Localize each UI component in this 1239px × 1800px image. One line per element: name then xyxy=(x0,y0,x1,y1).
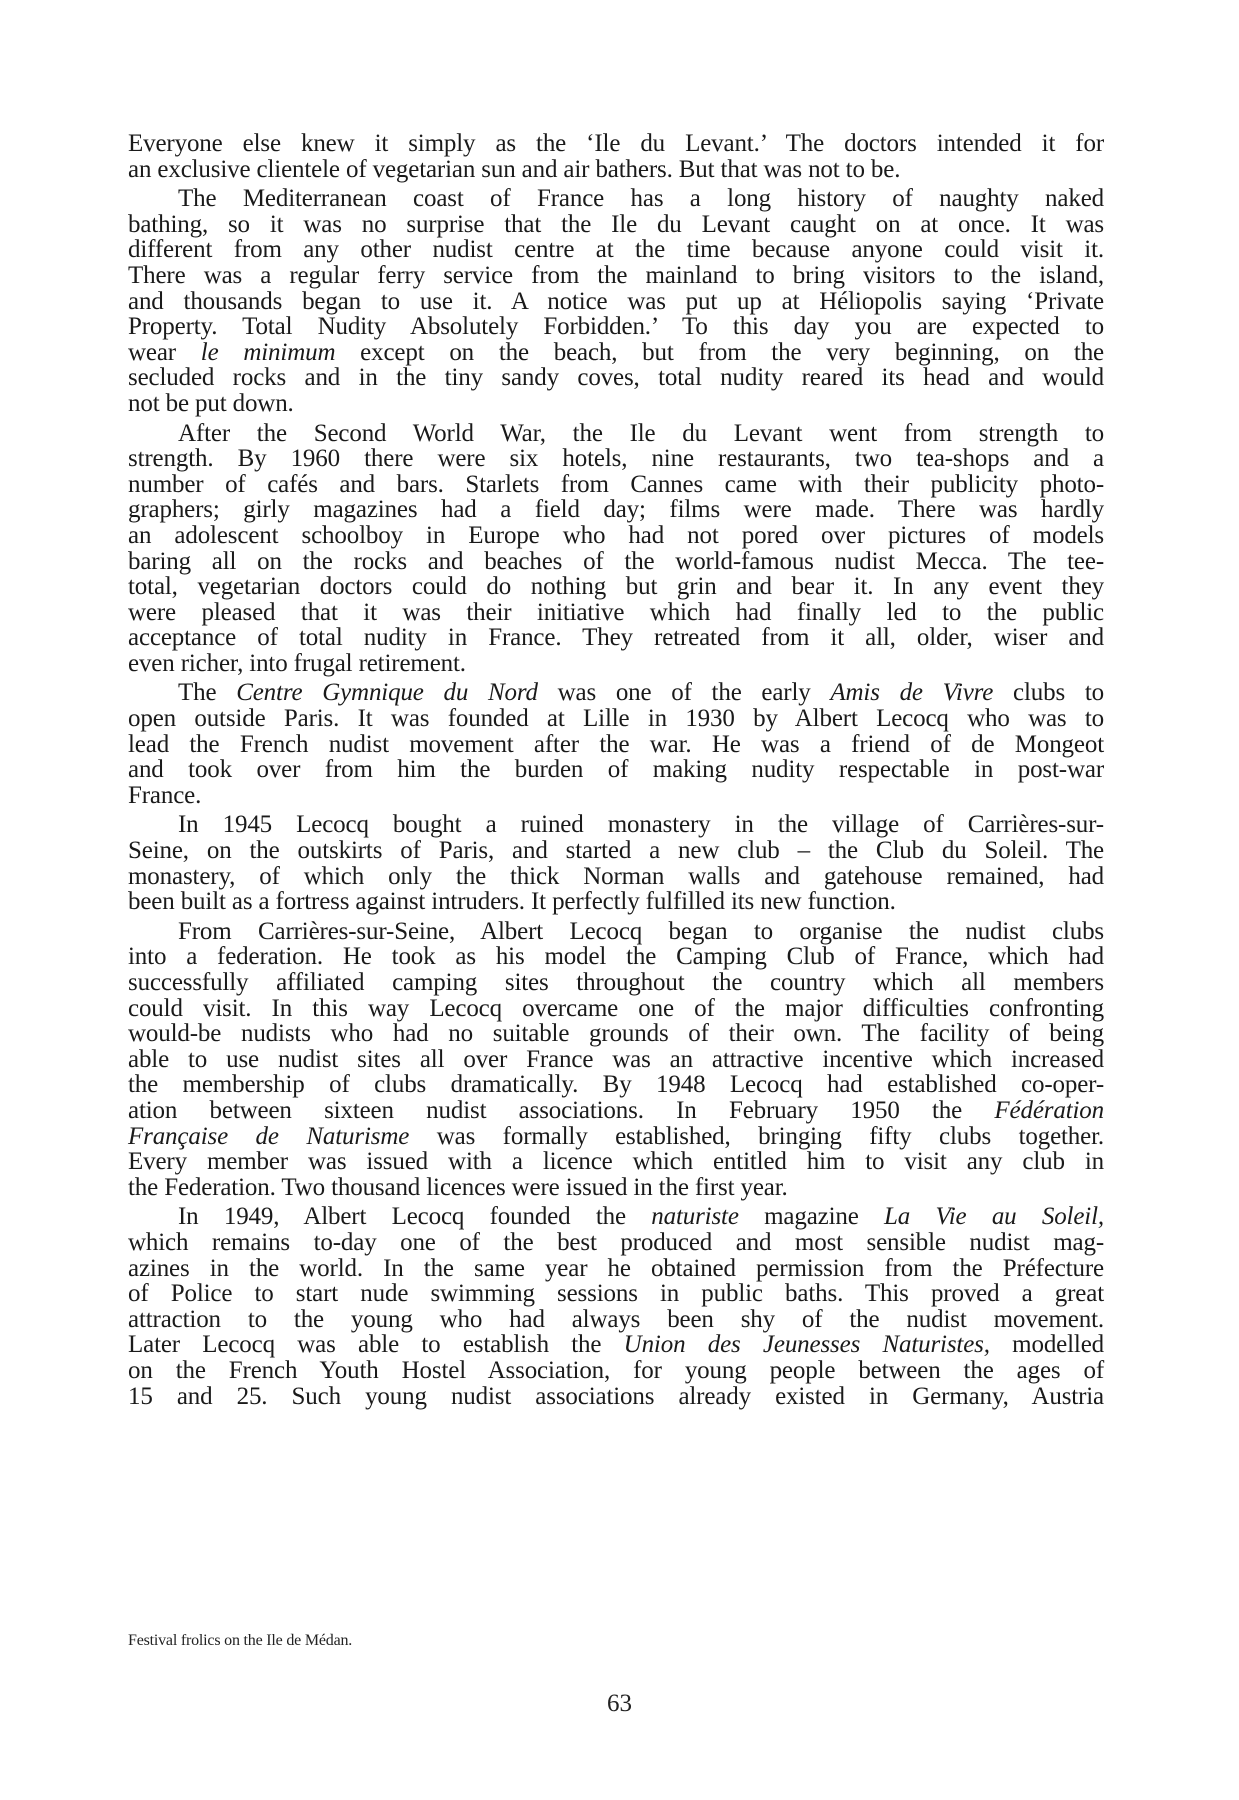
text-line xyxy=(128,263,1104,289)
text-run: lead the French nudist movement after the war. He was a friend of de Mongeot xyxy=(128,730,1104,758)
text-line xyxy=(128,1358,1104,1384)
text-run: been built as a fortress against intruders. It perfectly fulfilled its new function. xyxy=(128,888,896,916)
text-line xyxy=(128,421,1104,447)
text-line xyxy=(128,996,1104,1022)
text-run: After the Second World War, the Ile du Levant went from strength to xyxy=(178,419,1104,447)
text-run: In 1949, Albert Lecocq founded the xyxy=(178,1203,652,1231)
text-line xyxy=(128,919,1104,945)
text-line xyxy=(128,237,1104,263)
text-line xyxy=(128,497,1104,523)
text-line xyxy=(128,651,1104,677)
text-run: the Federation. Two thousand licences were issued in the first year. xyxy=(128,1173,788,1201)
text-line xyxy=(128,1332,1104,1358)
text-line xyxy=(128,314,1104,340)
text-line xyxy=(128,472,1104,498)
text-run: into a federation. He took as his model the Camping Club of France, which had xyxy=(128,943,1104,971)
text-run: There was a regular ferry service from the mainland to bring visitors to the island, xyxy=(128,261,1104,289)
text-run: From Carrières-sur-Seine, Albert Lecocq began to organise the nudist clubs xyxy=(178,917,1104,945)
text-run: except on the beach, but from the very beginning, on the xyxy=(335,338,1104,366)
text-line xyxy=(128,186,1104,212)
text-line xyxy=(128,1307,1104,1333)
text-line xyxy=(128,1281,1104,1307)
text-run: monastery, of which only the thick Norman walls and gatehouse remained, had xyxy=(128,862,1104,890)
text-run: Every member was issued with a licence which entitled him to visit any club in xyxy=(128,1148,1104,1176)
text-line xyxy=(128,812,1104,838)
text-run: ation between sixteen nudist associations. In February 1950 the xyxy=(128,1096,995,1124)
text-run: which remains to-day one of the best produced and most sensible nudist mag- xyxy=(128,1228,1104,1256)
text-line xyxy=(128,757,1104,783)
text-line xyxy=(128,1175,1104,1201)
text-line xyxy=(128,889,1104,915)
text-line xyxy=(128,1072,1104,1098)
paragraph xyxy=(128,812,1104,914)
text-line xyxy=(128,212,1104,238)
text-run: secluded rocks and in the tiny sandy coves, total nudity reared its head and would xyxy=(128,364,1104,392)
italic-text: le minimum xyxy=(200,338,336,366)
text-line xyxy=(128,365,1104,391)
text-run: would-be nudists who had no suitable grounds of their own. The facility of being xyxy=(128,1020,1104,1048)
text-line xyxy=(128,289,1104,315)
italic-text: La Vie au Soleil, xyxy=(884,1203,1104,1231)
italic-text: Union des Jeunesses Naturistes, xyxy=(623,1331,990,1359)
text-line xyxy=(128,340,1104,366)
paragraph xyxy=(128,421,1104,677)
text-line xyxy=(128,131,1104,157)
text-run: and thousands began to use it. A notice was put up at Héliopolis saying ‘Private xyxy=(128,287,1104,315)
text-line xyxy=(128,732,1104,758)
italic-text: naturiste xyxy=(651,1203,739,1231)
text-line xyxy=(128,1047,1104,1073)
text-run: successfully affiliated camping sites throughout the country which all members xyxy=(128,969,1104,996)
italic-text: Fédération xyxy=(994,1096,1104,1124)
text-run: Property. Total Nudity Absolutely Forbidden.’ To this day you are expected to xyxy=(128,313,1104,341)
text-run: could visit. In this way Lecocq overcame one of the major difficulties confronting xyxy=(128,994,1104,1022)
text-line xyxy=(128,970,1104,996)
text-line xyxy=(128,549,1104,575)
text-run: graphers; girly magazines had a field day; films were made. There was hardly xyxy=(128,496,1104,524)
text-run: total, vegetarian doctors could do nothing but grin and bear it. In any event they xyxy=(128,573,1104,601)
text-run: an exclusive clientele of vegetarian sun and air bathers. But that was not to be. xyxy=(128,155,901,183)
text-run: wear xyxy=(128,338,201,366)
text-line xyxy=(128,864,1104,890)
italic-text: Centre Gymnique du Nord xyxy=(236,679,538,707)
text-line xyxy=(128,600,1104,626)
figure-caption: Festival frolics on the Ile de Médan. xyxy=(128,1632,353,1649)
text-line xyxy=(128,1256,1104,1282)
text-run: even richer, into frugal retirement. xyxy=(128,649,466,677)
text-run: Later Lecocq was able to establish the xyxy=(128,1331,624,1359)
text-line xyxy=(128,157,1104,183)
text-line xyxy=(128,625,1104,651)
text-run: of Police to start nude swimming sessions in public baths. This proved a great xyxy=(128,1280,1104,1308)
text-line xyxy=(128,783,1104,809)
text-line xyxy=(128,574,1104,600)
text-run: not be put down. xyxy=(128,389,294,417)
text-run: baring all on the rocks and beaches of the world-famous nudist Mecca. The tee- xyxy=(128,547,1104,575)
text-line xyxy=(128,838,1104,864)
text-run: were pleased that it was their initiative which had finally led to the public xyxy=(128,598,1104,626)
text-run: magazine xyxy=(738,1203,885,1231)
text-run: open outside Paris. It was founded at Lille in 1930 by Albert Lecocq who was to xyxy=(128,705,1104,733)
text-run: 15 and 25. Such young nudist associations already existed in Germany, Austria xyxy=(128,1382,1104,1410)
text-run: able to use nudist sites all over France was an attractive incentive which increased xyxy=(128,1045,1104,1073)
paragraph xyxy=(128,1204,1104,1409)
text-run: strength. By 1960 there were six hotels, nine restaurants, two tea-shops and a xyxy=(128,445,1104,473)
text-line xyxy=(128,523,1104,549)
text-run: was one of the early xyxy=(537,679,831,707)
text-line xyxy=(128,944,1104,970)
paragraph xyxy=(128,186,1104,416)
text-run: on the French Youth Hostel Association, for young people between the ages of xyxy=(128,1356,1104,1384)
text-line xyxy=(128,1021,1104,1047)
text-run: an adolescent schoolboy in Europe who had not pored over pictures of models xyxy=(128,521,1104,549)
text-run: clubs to xyxy=(993,679,1104,707)
text-line xyxy=(128,1384,1104,1410)
text-run: number of cafés and bars. Starlets from Cannes came with their publicity photo- xyxy=(128,470,1104,498)
text-run: France. xyxy=(128,781,202,809)
text-line xyxy=(128,1098,1104,1124)
text-line xyxy=(128,680,1104,706)
paragraph xyxy=(128,919,1104,1201)
text-run: In 1945 Lecocq bought a ruined monastery in the village of Carrières-sur- xyxy=(178,811,1104,839)
text-run: and took over from him the burden of making nudity respectable in post-war xyxy=(128,756,1104,784)
text-run: Everyone else knew it simply as the ‘Ile du Levant.’ The doctors intended it for xyxy=(128,130,1104,157)
text-run: Seine, on the outskirts of Paris, and started a new club – the Club du Soleil. The xyxy=(128,837,1104,865)
text-run: attraction to the young who had always been shy of the nudist movement. xyxy=(128,1305,1104,1333)
text-run: The Mediterranean coast of France has a long history of naughty naked xyxy=(178,185,1104,213)
text-line xyxy=(128,1124,1104,1150)
text-run: was formally established, bringing fifty clubs together. xyxy=(409,1122,1104,1150)
text-run: acceptance of total nudity in France. They retreated from it all, older, wiser and xyxy=(128,624,1104,652)
text-run: bathing, so it was no surprise that the Ile du Levant caught on at once. It was xyxy=(128,210,1104,238)
text-run: modelled xyxy=(989,1331,1105,1359)
text-run: azines in the world. In the same year he obtained permission from the Préfecture xyxy=(128,1254,1104,1282)
italic-text: Française de Naturisme xyxy=(128,1122,410,1150)
text-line xyxy=(128,706,1104,732)
text-run: The xyxy=(178,679,237,707)
text-line xyxy=(128,446,1104,472)
italic-text: Amis de Vivre xyxy=(830,679,994,707)
text-line xyxy=(128,1149,1104,1175)
text-line xyxy=(128,391,1104,417)
text-run: different from any other nudist centre at the time because anyone could visit it. xyxy=(128,236,1104,264)
page-body xyxy=(128,131,1104,1413)
text-line xyxy=(128,1230,1104,1256)
text-line xyxy=(128,1204,1104,1230)
paragraph xyxy=(128,680,1104,808)
page-number: 63 xyxy=(607,1690,632,1717)
text-run: the membership of clubs dramatically. By 1948 Lecocq had established co-oper- xyxy=(128,1071,1104,1099)
paragraph xyxy=(128,131,1104,182)
